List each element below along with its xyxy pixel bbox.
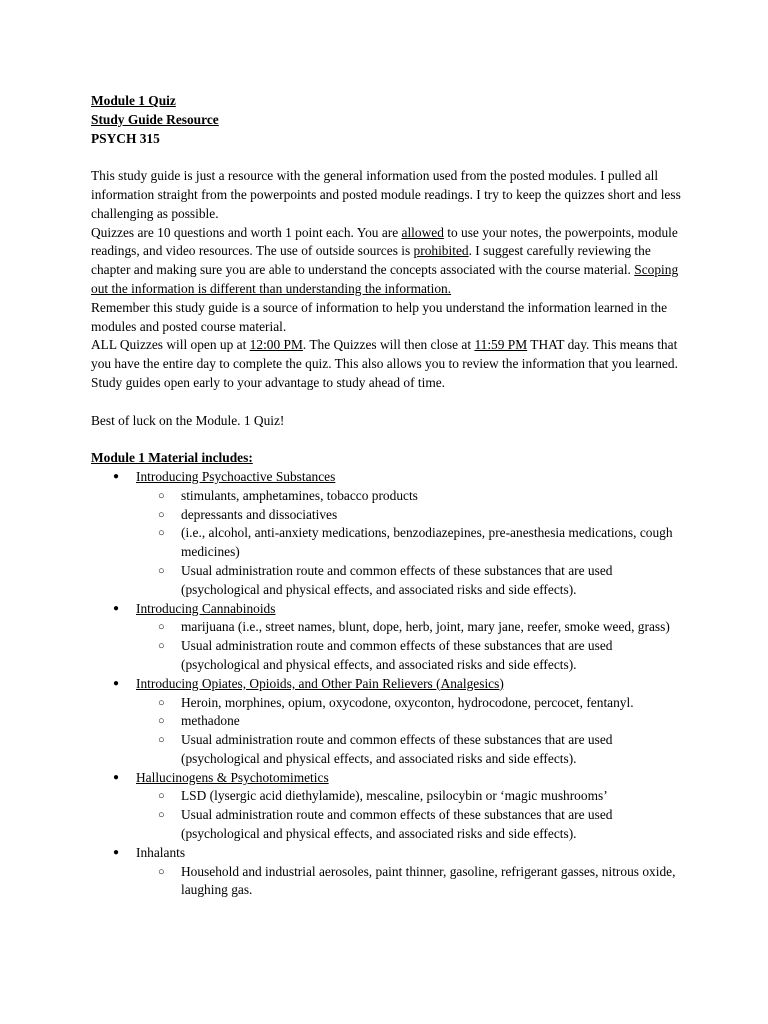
- section-items: [136, 863, 691, 901]
- list-item: [136, 637, 691, 675]
- hollow-bullet-icon: ○: [158, 508, 165, 521]
- spacer: [91, 148, 691, 167]
- material-section-introducing-psychoactive-substances: [91, 468, 691, 600]
- bullet-icon: ●: [113, 602, 120, 614]
- quiz-rules-text: . I suggest carefully reviewing the chapter and making sure you are able to understand the concepts associated with the course material.: [91, 243, 651, 278]
- hollow-bullet-icon: ○: [158, 696, 165, 709]
- material-section-inhalants: [91, 844, 691, 900]
- list-item: [136, 694, 691, 713]
- good-luck-text: Best of luck on the Module. 1 Quiz!: [91, 412, 285, 428]
- course-code: PSYCH 315: [91, 130, 160, 146]
- hollow-bullet-icon: ○: [158, 564, 165, 577]
- close-time: 11:59 PM: [474, 337, 528, 353]
- list-item-text: Usual administration route and common effects of these substances that are used (psychological and physical effects, and associated risks and side effects).: [181, 807, 613, 842]
- list-item: [136, 787, 691, 806]
- material-section-introducing-cannabinoids: [91, 600, 691, 675]
- section-title: Introducing Psychoactive Substances: [136, 468, 336, 484]
- list-item-text: Usual administration route and common effects of these substances that are used (psychological and physical effects, and associated risks and side effects).: [181, 562, 613, 597]
- list-item: [136, 618, 691, 637]
- list-item-text: Usual administration route and common effects of these substances that are used (psychological and physical effects, and associated risks and side effects).: [181, 732, 613, 766]
- section-title: Inhalants: [136, 844, 186, 860]
- hollow-bullet-icon: ○: [158, 621, 165, 634]
- bullet-icon: ●: [113, 771, 120, 783]
- hollow-bullet-icon: ○: [158, 809, 165, 822]
- material-section-introducing-opiates-opioids-and-other-pain-relievers-analgesics: [91, 675, 691, 769]
- section-items: [136, 618, 691, 674]
- section-items: [136, 694, 691, 769]
- doc-subtitle: Study Guide Resource: [91, 111, 219, 127]
- material-section-hallucinogens-psychotomimetics: [91, 769, 691, 844]
- list-item: [136, 562, 691, 600]
- list-item-text: Usual administration route and common effects of these substances that are used (psychological and physical effects, and associated risks and side effects).: [181, 638, 613, 672]
- prohibited-word: prohibited: [413, 243, 469, 259]
- list-item: [136, 731, 691, 769]
- material-heading: Module 1 Material includes:: [91, 450, 253, 466]
- schedule-text: THAT day. This means that you have the entire day to complete the quiz. This also allows you to review the information that you learned. Study guides open early to your advantage to study ahead of time.: [91, 337, 678, 390]
- spacer: [91, 430, 691, 449]
- list-item-text: Heroin, morphines, opium, oxycodone, oxyconton, hydrocodone, percocet, fentanyl.: [181, 694, 634, 710]
- doc-title: Module 1 Quiz: [91, 93, 176, 108]
- intro-paragraph: This study guide is just a resource with the general information used from the posted modules. I pulled all information straight from the powerpoints and posted module readings. I try to keep the quizzes short and less challenging as possible.: [91, 168, 681, 221]
- hollow-bullet-icon: ○: [158, 715, 165, 728]
- hollow-bullet-icon: ○: [158, 865, 165, 878]
- section-title: Introducing Cannabinoids: [136, 600, 276, 616]
- open-time: 12:00 PM: [249, 337, 303, 353]
- section-title: Introducing Opiates, Opioids, and Other Pain Relievers (Analgesics): [136, 675, 504, 691]
- hollow-bullet-icon: ○: [158, 734, 165, 747]
- quiz-rules-text: to use your notes, the powerpoints, module readings, and video resources. The use of outside sources is: [91, 224, 678, 259]
- list-item: [136, 487, 691, 506]
- section-items: [136, 787, 691, 843]
- spacer: [91, 393, 691, 412]
- list-item-text: stimulants, amphetamines, tobacco products: [181, 487, 418, 503]
- list-item-text: Household and industrial aerosoles, paint thinner, gasoline, refrigerant gasses, nitrous oxide, laughing gas.: [181, 863, 676, 898]
- bullet-icon: ●: [113, 470, 120, 482]
- bullet-icon: ●: [113, 677, 120, 689]
- quiz-rules-paragraph: [91, 224, 691, 299]
- document-page: [91, 92, 691, 900]
- list-item-text: marijuana (i.e., street names, blunt, dope, herb, joint, mary jane, reefer, smoke weed, grass): [181, 619, 670, 635]
- allowed-word: allowed: [401, 224, 444, 240]
- quiz-rules-text: Quizzes are 10 questions and worth 1 point each. You are: [91, 224, 402, 240]
- scoping-sentence: Scoping out the information is different than understanding the information.: [91, 262, 679, 296]
- section-title: Hallucinogens & Psychotomimetics: [136, 769, 329, 785]
- list-item-text: methadone: [181, 713, 240, 729]
- hollow-bullet-icon: ○: [158, 489, 165, 502]
- list-item-text: depressants and dissociatives: [181, 506, 338, 522]
- schedule-paragraph: [91, 336, 691, 392]
- schedule-text: ALL Quizzes will open up at: [91, 337, 250, 353]
- list-item-text: LSD (lysergic acid diethylamide), mescaline, psilocybin or ‘magic mushrooms’: [181, 788, 608, 804]
- bullet-icon: ●: [113, 846, 120, 858]
- reminder-paragraph: Remember this study guide is a source of information to help you understand the information learned in the modules and posted course material.: [91, 299, 668, 334]
- schedule-text: . The Quizzes will then close at: [302, 337, 475, 353]
- list-item: [136, 524, 691, 562]
- list-item: [136, 863, 691, 901]
- section-items: [136, 487, 691, 600]
- list-item: [136, 506, 691, 525]
- list-item: [136, 712, 691, 731]
- hollow-bullet-icon: ○: [158, 790, 165, 803]
- list-item-text: (i.e., alcohol, anti-anxiety medications, benzodiazepines, pre-anesthesia medications, cough medicines): [181, 525, 673, 560]
- hollow-bullet-icon: ○: [158, 640, 165, 653]
- list-item: [136, 806, 691, 844]
- hollow-bullet-icon: ○: [158, 527, 165, 540]
- material-list: [91, 468, 691, 900]
